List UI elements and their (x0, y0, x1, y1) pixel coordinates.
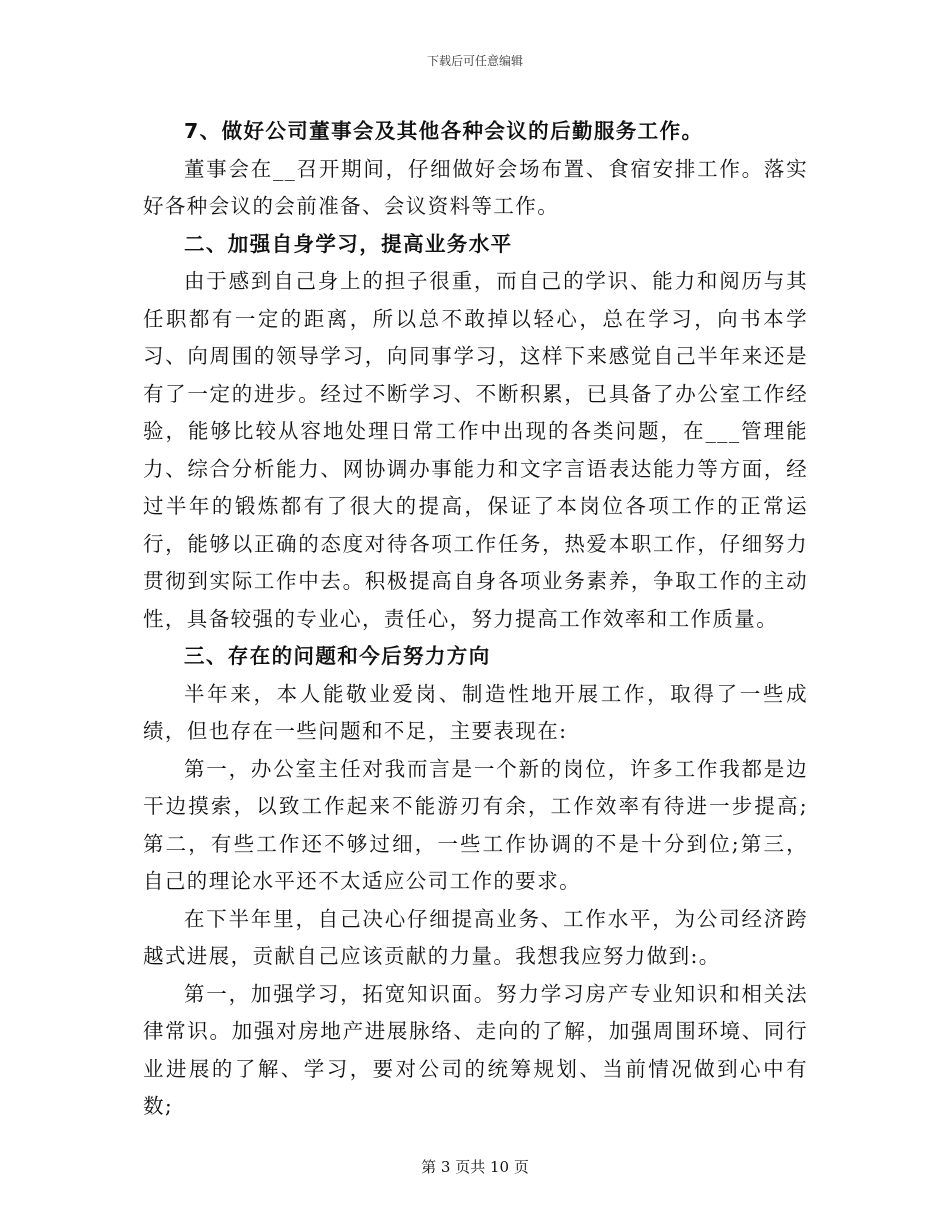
paragraph-board-meeting: 董事会在__召开期间，仔细做好会场布置、食宿安排工作。落实好各种会议的会前准备、会议资料等工作。 (143, 156, 808, 218)
paragraph-shortcomings: 第一，办公室主任对我而言是一个新的岗位，许多工作我都是边干边摸索，以致工作起来不能游刃有余，工作效率有待进一步提高;第二，有些工作还不够过细，一些工作协调的不是十分到位;第三，自己的理论水平还不太适应公司工作的要求。 (143, 756, 808, 893)
section-heading-meeting-service: 7、做好公司董事会及其他各种会议的后勤服务工作。 (184, 119, 704, 143)
section-heading-problems: 三、存在的问题和今后努力方向 (184, 644, 491, 668)
paragraph-strengthen-learning: 第一，加强学习，拓宽知识面。努力学习房产专业知识和相关法律常识。加强对房地产进展脉络、走向的了解，加强周围环境、同行业进展的了解、学习，要对公司的统筹规划、当前情况做到心中有数; (143, 981, 808, 1118)
page-header-note: 下载后可任意编辑 (426, 54, 523, 68)
paragraph-half-year-summary: 半年来，本人能敬业爱岗、制造性地开展工作，取得了一些成绩，但也存在一些问题和不足，主要表现在: (143, 681, 808, 743)
paragraph-second-half-plan: 在下半年里，自己决心仔细提高业务、工作水平，为公司经济跨越式进展，贡献自己应该贡献的力量。我想我应努力做到:。 (143, 906, 808, 968)
document-body (143, 113, 808, 1126)
section-heading-self-study: 二、加强自身学习，提高业务水平 (184, 231, 513, 256)
paragraph-self-study: 由于感到自己身上的担子很重，而自己的学识、能力和阅历与其任职都有一定的距离，所以总不敢掉以轻心，总在学习，向书本学习、向周围的领导学习，向同事学习，这样下来感觉自己半年来还是有了一定的进步。经过不断学习、不断积累，已具备了办公室工作经验，能够比较从容地处理日常工作中出现的各类问题，在___管理能力、综合分析能力、网协调办事能力和文字言语表达能力等方面，经过半年的锻炼都有了很大的提高，保证了本岗位各项工作的正常运行，能够以正确的态度对待各项工作任务，热爱本职工作，仔细努力贯彻到实际工作中去。积极提高自身各项业务素养，争取工作的主动性，具备较强的专业心，责任心，努力提高工作效率和工作质量。 (143, 269, 808, 631)
page-number: 第 3 页共 10 页 (421, 1158, 529, 1176)
